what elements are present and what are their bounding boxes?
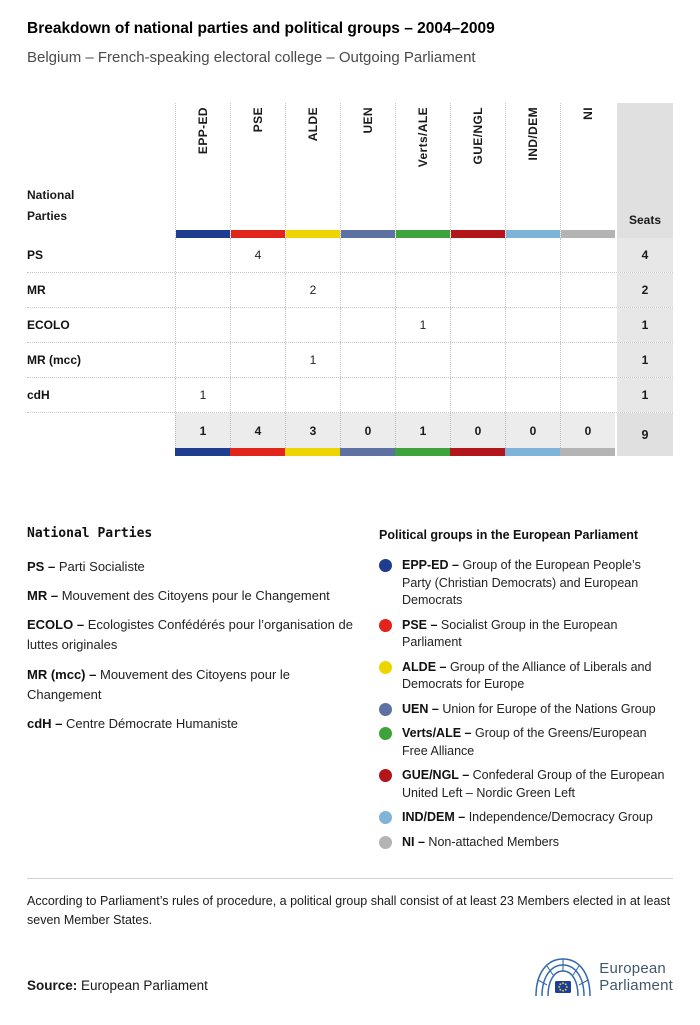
legend-item [379,617,673,652]
ep-logo-text: European Parliament [599,959,673,994]
table-cell [505,308,560,342]
total-cell: 3 [285,413,340,448]
table-cell [285,308,340,342]
group-color-bar [560,448,615,456]
seats-label: Seats [628,213,662,227]
total-cell: 4 [230,413,285,448]
political-groups-legend [379,526,673,858]
legend-text: UEN – Union for Europe of the Nations Group [402,701,656,716]
group-color-bar [450,448,505,456]
legend-dot [379,703,392,716]
column-label: PSE [251,107,265,133]
column-label: Verts/ALE [416,107,430,168]
page-title: Breakdown of national parties and political groups – 2004–2009 [27,20,495,37]
total-cell: 1 [395,413,450,448]
table-cell [230,378,285,412]
table-cell [560,273,615,307]
party-name: MR [27,283,46,297]
legend-dot [379,811,392,824]
legend-dot [379,619,392,632]
table-cell [505,378,560,412]
group-color-bar [396,230,450,238]
table-cell [340,273,395,307]
column-header-ni [560,103,615,238]
legend-dot [379,559,392,572]
table-cell [450,308,505,342]
table-cell [450,238,505,272]
group-color-bar [451,230,505,238]
group-color-bar [175,448,230,456]
table-cell [395,238,450,272]
legend-text: IND/DEM – Independence/Democracy Group [402,810,653,824]
table-cell [450,343,505,377]
totals-color-bars [175,448,615,456]
table-cell [285,238,340,272]
footer-divider [27,878,673,879]
total-cell: 1 [175,413,230,448]
group-color-bar [341,230,395,238]
national-parties-header: National Parties [27,187,75,224]
table-row-mr [27,273,673,308]
table-cell [285,378,340,412]
table-cell [505,273,560,307]
table-cell [560,308,615,342]
legend-item [379,725,673,760]
group-color-bar [395,448,450,456]
table-cell: 2 [285,273,340,307]
legend-item [379,557,673,610]
legend-section [27,526,673,858]
table-cell [505,343,560,377]
seats-header-cell [617,103,673,238]
column-header-ind-dem [505,103,560,238]
table-cell [505,238,560,272]
total-cell: 0 [340,413,395,448]
source-row [27,955,673,999]
seats-table [27,103,673,456]
political-groups-heading: Political groups in the European Parliament [379,528,639,542]
national-parties-legend [27,526,379,858]
legend-text: GUE/NGL – Confederal Group of the European United Left – Nordic Green Left [402,768,665,800]
total-cell: 0 [505,413,560,448]
table-cell [560,378,615,412]
ep-hemicycle-icon [534,955,592,999]
seats-value: 1 [617,308,673,342]
legend-item [379,701,673,719]
column-label: GUE/NGL [471,107,485,165]
table-cell [230,308,285,342]
seats-value: 1 [617,343,673,377]
group-color-bar [176,230,230,238]
table-cell [340,343,395,377]
party-definition: ECOLO – Ecologistes Confédérés pour l’organisation de luttes originales [27,617,353,653]
column-label: IND/DEM [526,107,540,161]
page-subtitle: Belgium – French-speaking electoral college – Outgoing Parliament [27,49,476,66]
column-header-verts-ale [395,103,450,238]
group-color-bar [340,448,395,456]
column-header-gue-ngl [450,103,505,238]
table-cell [340,308,395,342]
column-label: EPP-ED [196,107,210,155]
table-cell [175,308,230,342]
table-cell [395,343,450,377]
column-header-epp-ed [175,103,230,238]
group-color-bar [285,448,340,456]
column-header-alde [285,103,340,238]
column-header-uen [340,103,395,238]
column-label: ALDE [306,107,320,142]
party-name: ECOLO [27,318,70,332]
totals-row [27,413,673,456]
party-definition: cdH – Centre Démocrate Humaniste [27,715,238,731]
column-label: NI [581,107,595,120]
table-row-ps [27,238,673,273]
group-color-bar [505,448,560,456]
group-color-bar [231,230,285,238]
european-parliament-logo [534,955,673,999]
table-cell [560,343,615,377]
table-cell: 1 [395,308,450,342]
table-cell [395,378,450,412]
totals-numbers [175,413,615,448]
party-name: MR (mcc) [27,353,82,367]
seats-value: 2 [617,273,673,307]
column-header-pse [230,103,285,238]
table-cell [175,273,230,307]
group-color-bar [506,230,560,238]
legend-text: PSE – Socialist Group in the European Parliament [402,617,618,649]
legend-item [379,809,673,827]
table-cell [450,273,505,307]
procedure-note: According to Parliament’s rules of procedure, a political group shall consist of at least 23 Members elected in at least seven Member States. [27,894,671,928]
source-text: Source: European Parliament [27,977,208,993]
group-color-bar [561,230,615,238]
totals-spacer [27,413,175,456]
legend-text: ALDE – Group of the Alliance of Liberals and Democrats for Europe [402,659,652,691]
table-cell [230,343,285,377]
table-row-mr-mcc [27,343,673,378]
national-parties-heading: National Parties [27,526,153,541]
table-cell [450,378,505,412]
party-definition: MR – Mouvement des Citoyens pour le Changement [27,588,330,604]
table-cell [230,273,285,307]
row-header-cell [27,103,175,238]
group-color-bar [286,230,340,238]
table-row-ecolo [27,308,673,343]
table-cell [340,238,395,272]
column-label: UEN [361,107,375,134]
table-cell [340,378,395,412]
table-cell [175,238,230,272]
legend-item [379,767,673,802]
legend-item [379,834,673,852]
table-header-row [27,103,673,238]
party-name: PS [27,248,44,262]
legend-dot [379,836,392,849]
totals-data [175,413,615,456]
seats-value: 1 [617,378,673,412]
table-cell: 1 [285,343,340,377]
legend-dot [379,727,392,740]
seats-total: 9 [617,413,673,456]
legend-dot [379,769,392,782]
table-cell: 1 [175,378,230,412]
legend-item [379,659,673,694]
total-cell: 0 [560,413,615,448]
legend-text: NI – Non-attached Members [402,834,560,849]
table-cell [175,343,230,377]
legend-text: Verts/ALE – Group of the Greens/European Free Alliance [402,726,647,758]
party-definition: MR (mcc) – Mouvement des Citoyens pour le Changement [27,666,291,702]
legend-text: EPP-ED – Group of the European People’s Party (Christian Democrats) and European Democrats [402,558,641,607]
party-name: cdH [27,388,50,402]
legend-dot [379,661,392,674]
table-cell [395,273,450,307]
seats-value: 4 [617,238,673,272]
group-color-bar [230,448,285,456]
table-cell: 4 [230,238,285,272]
table-cell [560,238,615,272]
party-definition: PS – Parti Socialiste [27,559,145,574]
total-cell: 0 [450,413,505,448]
table-row-cdh [27,378,673,413]
